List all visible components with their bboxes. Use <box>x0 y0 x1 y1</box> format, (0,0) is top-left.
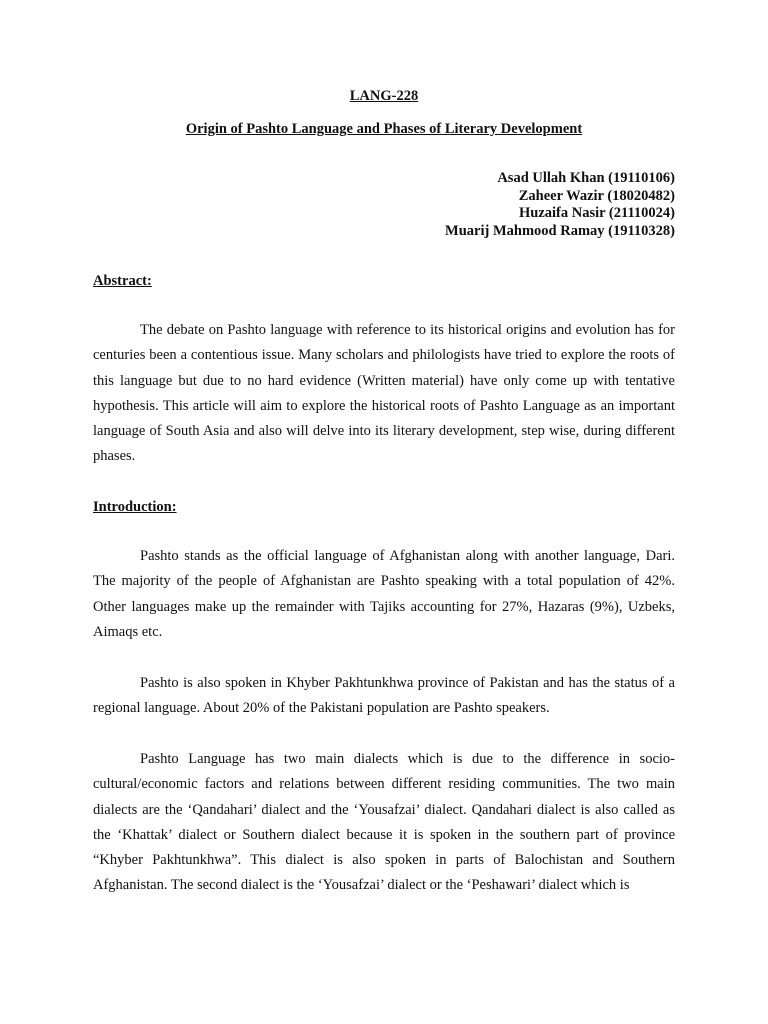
author-name: Asad Ullah Khan (19110106) <box>497 170 675 186</box>
author-name: Muarij Mahmood Ramay (19110328) <box>445 222 675 239</box>
abstract-paragraph: The debate on Pashto language with reference to its historical origins and evolution has for centuries been a contentious issue. Many scholars and philologists have tried to explore the roots of this language but due to no hard evidence (Written material) have only come up with tentative hypothesis. This article will aim to explore the historical roots of Pashto Language as an important language of South Asia and also will delve into its literary development, step wise, during different phases. <box>93 322 675 465</box>
course-code: LANG-228 <box>349 88 419 104</box>
introduction-heading: Introduction: <box>93 499 177 515</box>
author-name: Zaheer Wazir (18020482) <box>518 187 675 204</box>
abstract-heading: Abstract: <box>93 273 152 289</box>
document-title: Origin of Pashto Language and Phases of Literary Development <box>185 121 583 137</box>
author-name: Huzaifa Nasir (21110024) <box>518 205 675 221</box>
introduction-paragraph: Pashto is also spoken in Khyber Pakhtunkhwa province of Pakistan and has the status of a regional language. About 20% of the Pakistani population are Pashto speakers. <box>93 675 675 717</box>
introduction-paragraph: Pashto stands as the official language of Afghanistan along with another language, Dari. The majority of the people of Afghanistan are Pashto speaking with a total population of 42%. Other languages make up the remainder with Tajiks accounting for 27%, Hazaras (9%), Uzbeks, Aimaqs etc. <box>93 548 675 640</box>
introduction-paragraph: Pashto Language has two main dialects which is due to the difference in socio-cultural/economic factors and relations between different residing communities. The two main dialects are the ‘Qandahari’ dialect and the ‘Yousafzai’ dialect. Qandahari dialect is also called as the ‘Khattak’ dialect or Southern dialect because it is spoken in the southern part of province “Khyber Pakhtunkhwa”. This dialect is also spoken in parts of Balochistan and Southern Afghanistan. The second dialect is the ‘Yousafzai’ dialect or the ‘Peshawari’ dialect which is <box>93 751 675 894</box>
author-list <box>445 170 675 240</box>
